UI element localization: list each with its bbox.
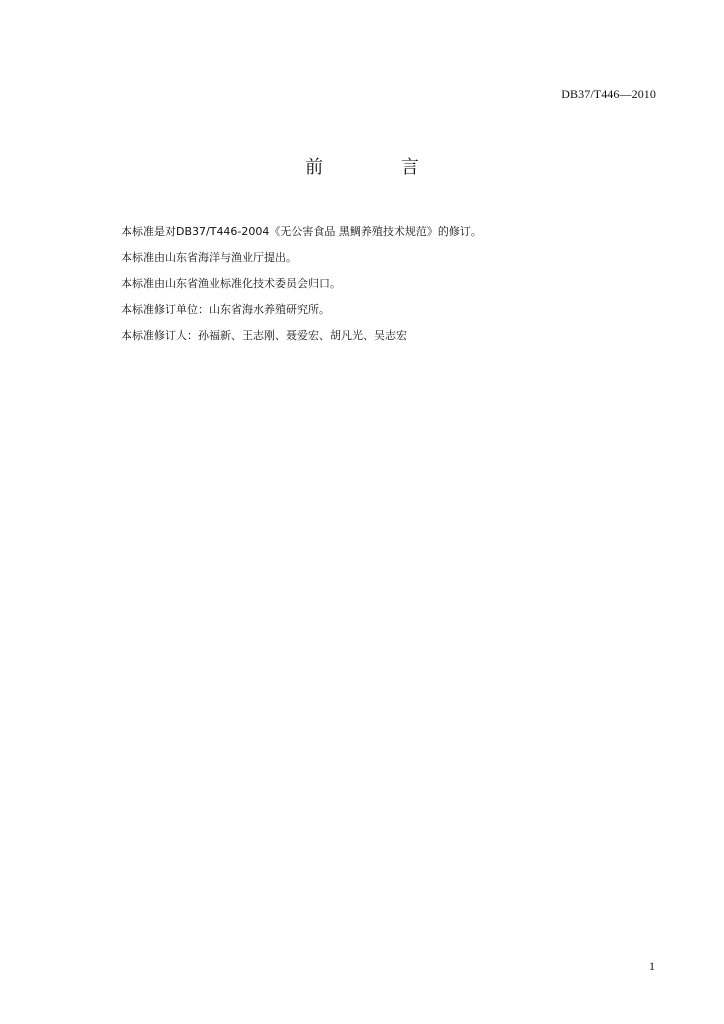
paragraph-revisers: 本标准修订人：孙福新、王志刚、聂爱宏、胡凡光、吴志宏 [121,329,407,342]
paragraph-revising-unit: 本标准修订单位：山东省海水养殖研究所。 [121,303,330,316]
paragraph-revision-note: 本标准是对DB37/T446-2004《无公害食品 黑鲷养殖技术规范》的修订。 [121,225,482,238]
page-title: 前 言 [305,157,455,178]
page-number: 1 [649,959,655,973]
paragraph-centralized-by: 本标准由山东省渔业标准化技术委员会归口。 [121,277,341,290]
document-code: DB37/T446—2010 [561,87,656,101]
body-text [121,224,661,354]
paragraph-proposed-by: 本标准由山东省海洋与渔业厅提出。 [121,251,297,264]
